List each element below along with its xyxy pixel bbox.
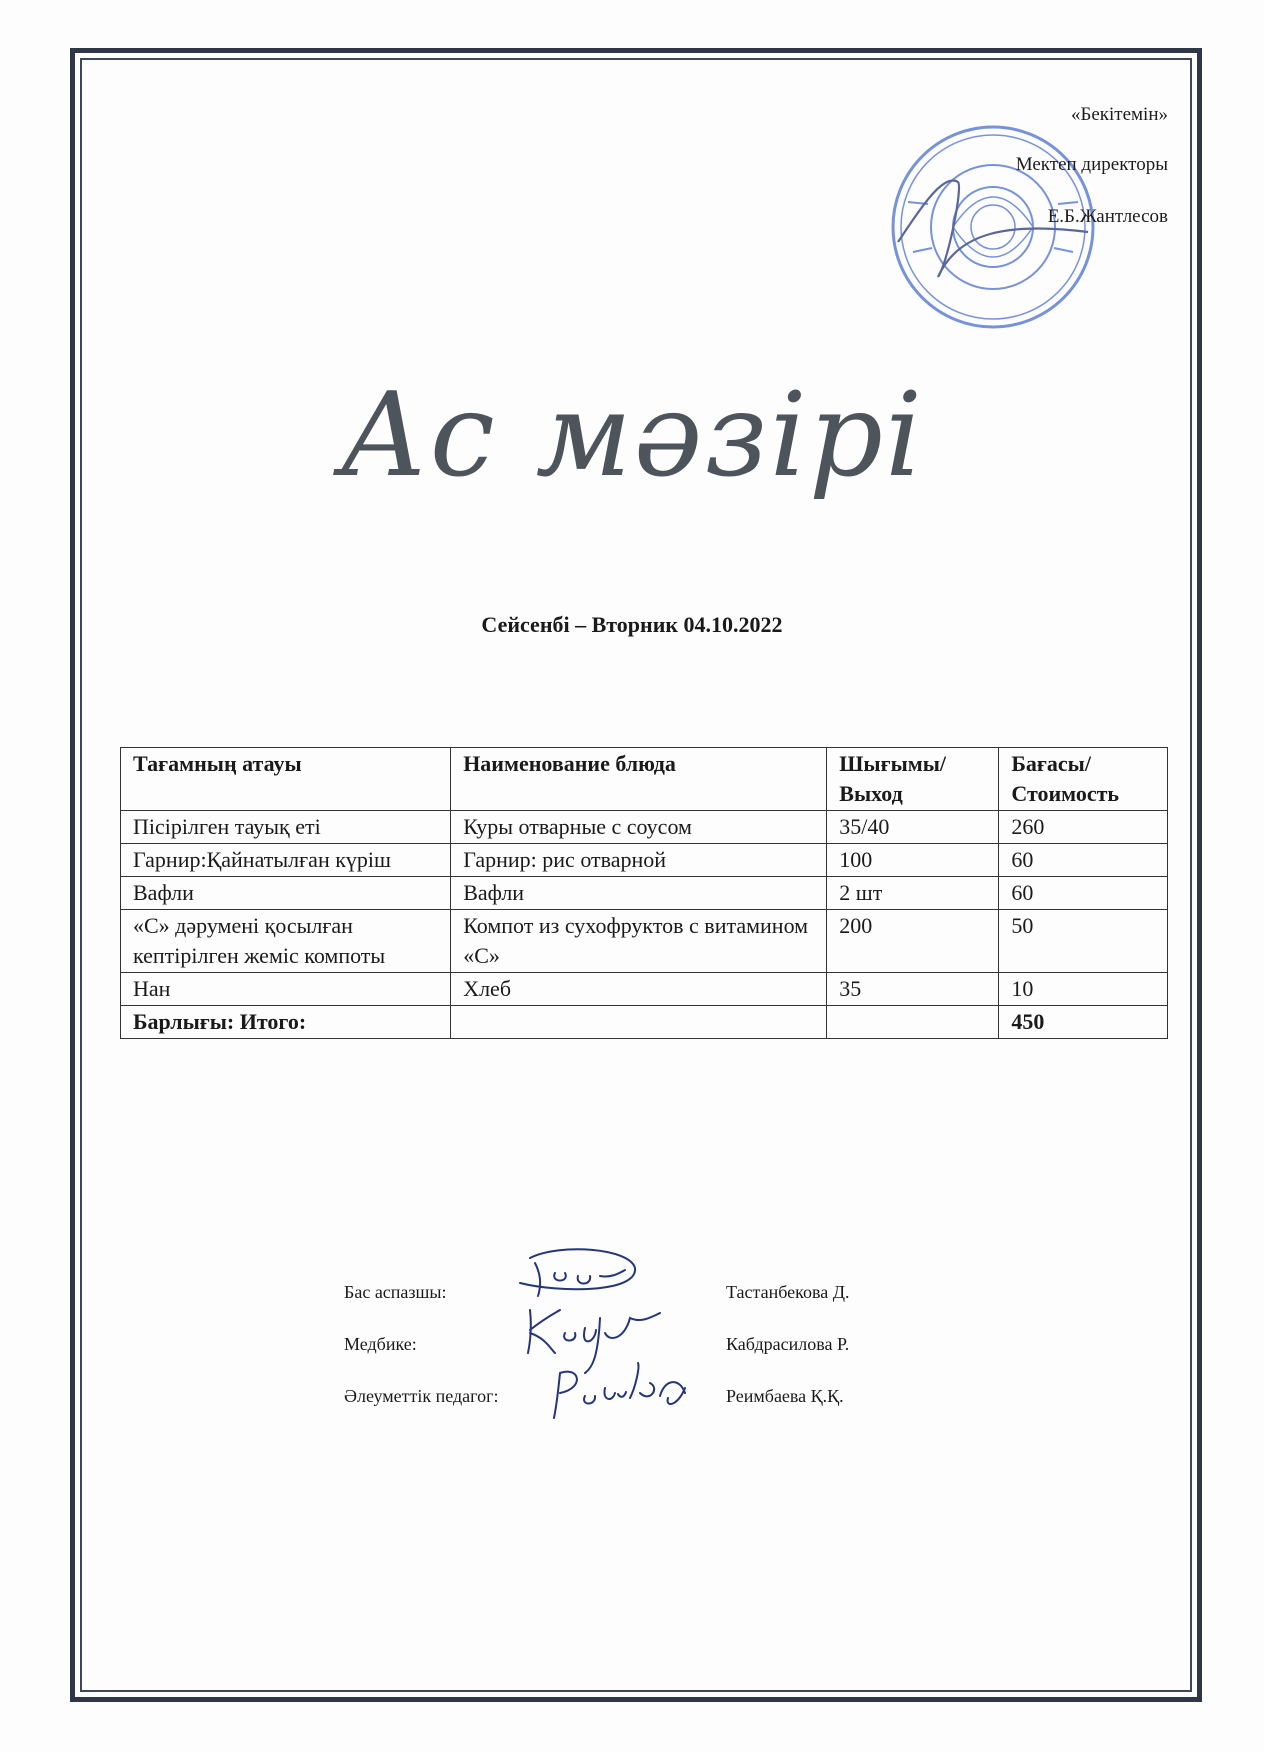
signer-role: Әлеуметтік педагог: <box>344 1386 499 1406</box>
cell-price: 50 <box>999 910 1168 973</box>
table-row <box>121 910 1168 973</box>
table-row <box>121 811 1168 844</box>
signer-name: Тастанбекова Д. <box>726 1282 850 1302</box>
menu-title: Ас мәзірі <box>339 368 925 503</box>
cell-russian-name: Гарнир: рис отварной <box>451 844 827 877</box>
cell-price: 60 <box>999 844 1168 877</box>
cell-kazakh-name: Нан <box>121 973 451 1006</box>
handwritten-signatures <box>500 1248 720 1428</box>
cell-price: 60 <box>999 877 1168 910</box>
total-empty-cell <box>451 1006 827 1039</box>
cell-yield: 200 <box>827 910 999 973</box>
cell-russian-name: Хлеб <box>451 973 827 1006</box>
signer-name: Кабдрасилова Р. <box>726 1334 850 1354</box>
header-russian-name: Наименование блюда <box>451 748 827 811</box>
total-label: Барлығы: Итого: <box>121 1006 451 1039</box>
cell-yield: 2 шт <box>827 877 999 910</box>
table-row <box>121 844 1168 877</box>
cell-yield: 35 <box>827 973 999 1006</box>
cell-yield: 100 <box>827 844 999 877</box>
table-total-row <box>121 1006 1168 1039</box>
cell-kazakh-name: Пісірілген тауық еті <box>121 811 451 844</box>
total-empty-cell <box>827 1006 999 1039</box>
menu-table <box>120 747 1168 1039</box>
approval-position: Мектеп директоры <box>1015 154 1168 175</box>
approval-director-name: Е.Б.Жантлесов <box>1047 206 1168 227</box>
signer-role: Медбике: <box>344 1334 417 1354</box>
table-row <box>121 973 1168 1006</box>
cell-price: 10 <box>999 973 1168 1006</box>
cell-kazakh-name: Вафли <box>121 877 451 910</box>
menu-date: Сейсенбі – Вторник 04.10.2022 <box>481 612 783 637</box>
header-price: Бағасы/ Стоимость <box>999 748 1168 811</box>
signer-role: Бас аспазшы: <box>344 1282 447 1302</box>
header-yield: Шығымы/ Выход <box>827 748 999 811</box>
signer-name: Реимбаева Қ.Қ. <box>726 1386 844 1406</box>
table-row <box>121 877 1168 910</box>
total-value: 450 <box>999 1006 1168 1039</box>
cell-kazakh-name: «С» дәрумені қосылған кептірілген жеміс компоты <box>121 910 451 973</box>
cell-price: 260 <box>999 811 1168 844</box>
header-kazakh-name: Тағамның атауы <box>121 748 451 811</box>
cell-kazakh-name: Гарнир:Қайнатылған күріш <box>121 844 451 877</box>
cell-russian-name: Компот из сухофруктов с витамином «С» <box>451 910 827 973</box>
table-header-row <box>121 748 1168 811</box>
approval-line: «Бекітемін» <box>1070 104 1168 125</box>
cell-russian-name: Вафли <box>451 877 827 910</box>
cell-yield: 35/40 <box>827 811 999 844</box>
cell-russian-name: Куры отварные с соусом <box>451 811 827 844</box>
